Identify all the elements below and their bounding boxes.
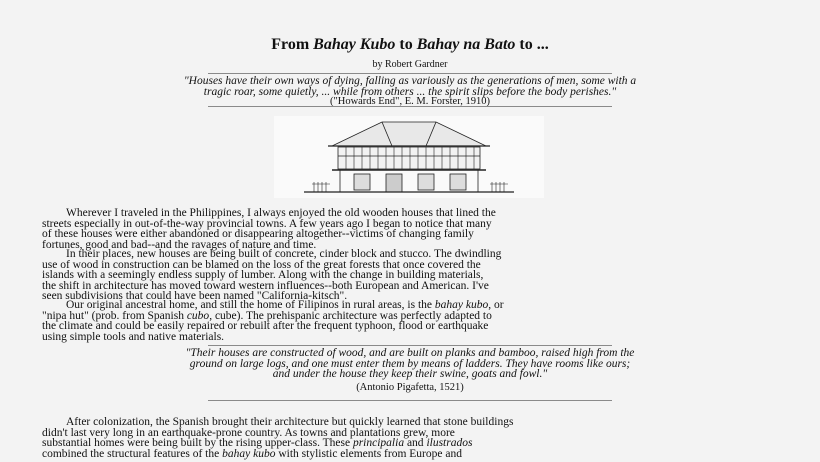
paragraph-3: Our original ancestral home, and still the home of Filipinos in rural areas, is the bahay kubo, or "nipa hut" (prob. from Spanish cubo, cube). The prehispanic architecture was perfectly adapted to the climate and could be easily repaired or rebuilt after the frequent typhoon, flood or earthquake using simple tools and native materials.	[42, 299, 504, 343]
divider-top	[208, 73, 612, 74]
epigraph-line-1: "Houses have their own ways of dying, falling as variously as the generations of men, some with a	[183, 75, 637, 87]
divider-epigraph	[208, 106, 612, 107]
divider-pigafetta-bottom	[208, 400, 612, 401]
epigraph-source: ("Howards End", E. M. Forster, 1910)	[329, 96, 491, 107]
pigafetta-quote	[40, 348, 780, 380]
pigafetta-line-3: and under the house they keep their swine, goats and fowl."	[272, 368, 548, 380]
paragraph-4: After colonization, the Spanish brought their architecture but quickly learned that stone buildings didn't last very long in an earthquake-prone country. As towns and plantations grew, more substantial homes were being built by the rising upper-class. These principalia and ilustrados combined the structural features of the bahay kubo with stylistic elements from Europe and	[42, 416, 514, 460]
epigraph-line-2: tragic roar, some quietly, ... while from others ... the spirit slips before the body perishes."	[203, 85, 617, 98]
divider-pigafetta-top	[208, 345, 612, 346]
paragraph-1: Wherever I traveled in the Philippines, I always enjoyed the old wooden houses that lined the streets especially in out-of-the-way provincial towns. A few years ago I began to notice that many of these houses were either abandoned or disappearing altogether--victims of changing family fortunes, good and bad--and the ravages of nature and time.	[42, 207, 496, 251]
byline: by Robert Gardner	[372, 59, 448, 70]
pigafetta-line-1: "Their houses are constructed of wood, and are built on planks and bamboo, raised high from the	[185, 347, 635, 359]
house-illustration	[274, 116, 544, 198]
house-drawing-icon	[274, 116, 544, 198]
epigraph	[40, 76, 780, 108]
pigafetta-line-2: ground on large logs, and one must enter them by means of ladders. They have rooms like ours;	[189, 357, 631, 370]
paragraph-2: In their places, new houses are being built of concrete, cinder block and stucco. The dwindling use of wood in construction can be blamed on the loss of the great forests that once covered the islands with a seemingly endless supply of lumber. Along with the change in building materials, the shift in architecture has moved toward western influences--both European and American. I've seen subdivisions that could have been named "California-kitsch".	[42, 248, 502, 302]
pigafetta-source: (Antonio Pigafetta, 1521)	[356, 382, 464, 393]
page-title: From Bahay Kubo to Bahay na Bato to ...	[271, 36, 549, 53]
